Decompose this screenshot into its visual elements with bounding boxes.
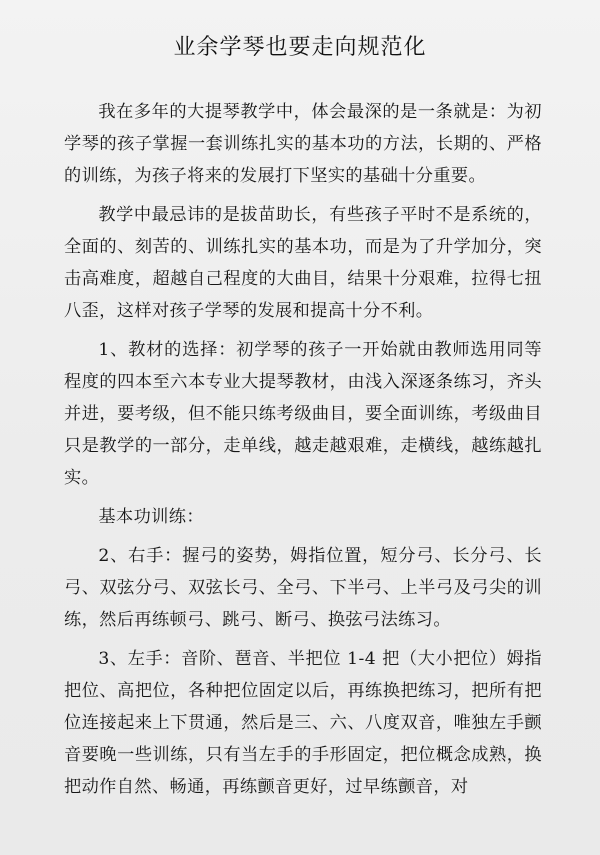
document-title: 业余学琴也要走向规范化 [173, 35, 427, 60]
paragraph: 教学中最忌讳的是拔苗助长，有些孩子平时不是系统的，全面的、刻苦的、训练扎实的基本功，而是为了升学加分，突击高难度，超越自己程度的大曲目，结果十分艰难，拉得七扭八歪，这样对孩子学琴的发展和提高十分不利。 [64, 205, 542, 321]
document-body [64, 96, 542, 810]
section-heading: 基本功训练： [98, 507, 204, 527]
paragraph: 1、教材的选择：初学琴的孩子一开始就由教师选用同等程度的四本至六本专业大提琴教材，由浅入深逐条练习，齐头并进，要考级，但不能只练考级曲目，要全面训练，考级曲目只是教学的一部分，走单线，越走越艰难，走横线，越练越扎实。 [64, 340, 542, 488]
paragraph: 2、右手：握弓的姿势，姆指位置，短分弓、长分弓、长弓、双弦分弓、双弦长弓、全弓、下半弓、上半弓及弓尖的训练，然后再练顿弓、跳弓、断弓、换弦弓法练习。 [64, 546, 542, 630]
paragraph: 我在多年的大提琴教学中，体会最深的是一条就是：为初学琴的孩子掌握一套训练扎实的基本功的方法，长期的、严格的训练，为孩子将来的发展打下坚实的基础十分重要。 [64, 102, 542, 186]
paragraph: 3、左手：音阶、琶音、半把位 1-4 把（大小把位）姆指把位、高把位，各种把位固定以后，再练换把练习，把所有把位连接起来上下贯通，然后是三、六、八度双音，唯独左手颤音要晚一些训练，只有当左手的手形固定，把位概念成熟，换把动作自然、畅通，再练颤音更好，过早练颤音，对 [64, 649, 542, 797]
